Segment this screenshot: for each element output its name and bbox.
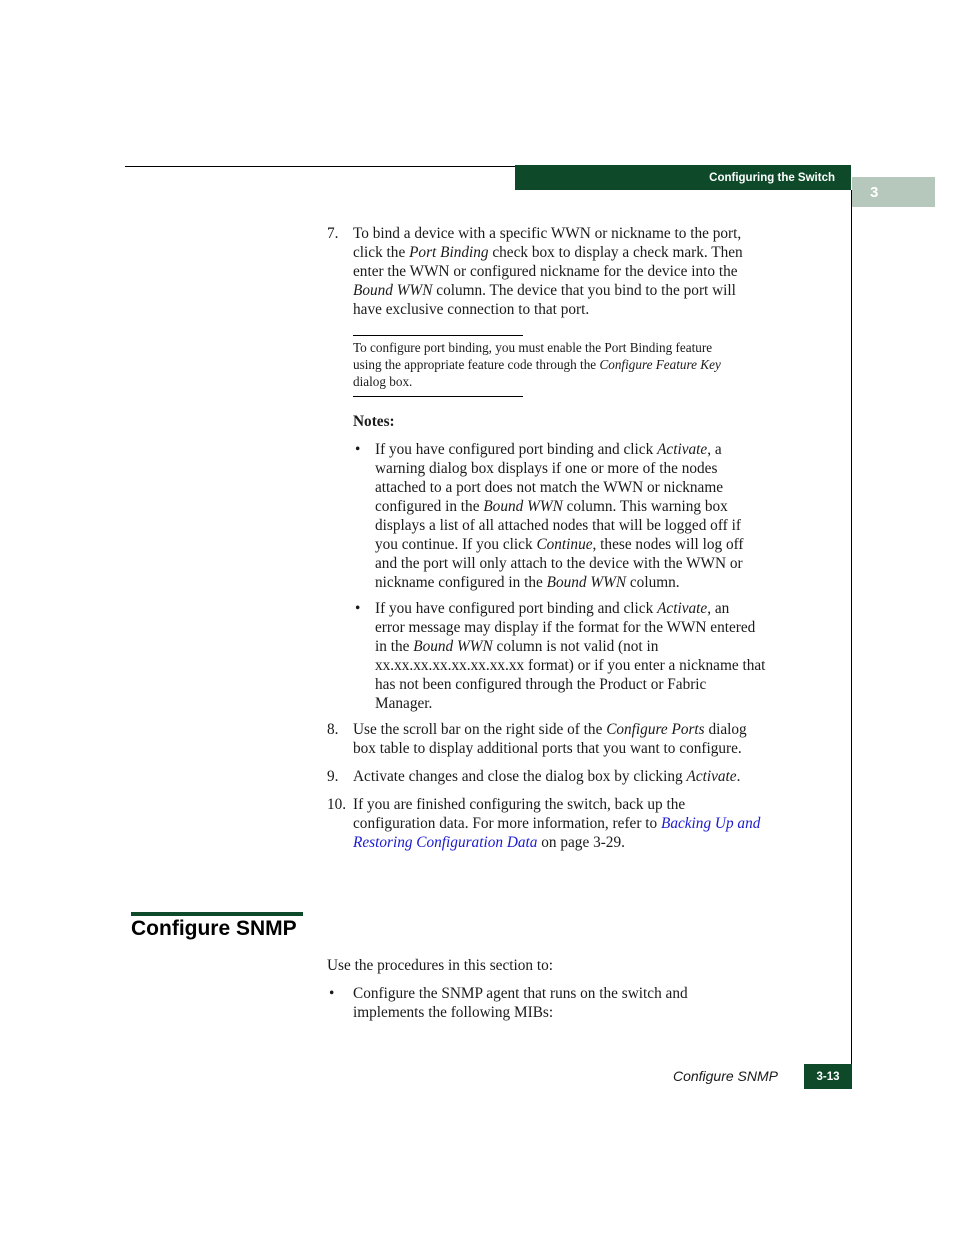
footer-page-box — [804, 1064, 852, 1089]
right-margin-rule — [851, 190, 852, 1065]
text-line: nickname configured in the Bound WWN column. — [375, 574, 680, 591]
cross-reference-link[interactable]: Backing Up and — [660, 815, 761, 832]
text-line: and the port will only attach to the device with the WWN or — [375, 555, 743, 572]
text-line: If you have configured port binding and click Activate, an — [375, 600, 730, 617]
running-header — [515, 165, 851, 190]
text-line: you continue. If you click Continue, these nodes will log off — [375, 536, 744, 553]
text-line: If you have configured port binding and click Activate, a — [375, 441, 722, 458]
text-line: configured in the Bound WWN column. This warning box — [375, 498, 728, 515]
text-line: have exclusive connection to that port. — [353, 301, 590, 318]
chapter-number: 3 — [870, 183, 879, 201]
section-bullet-1 — [353, 984, 813, 1022]
note-top-rule — [353, 335, 523, 336]
text-line: configuration data. For more information, refer to Backing Up and — [353, 815, 761, 832]
text-line: Restoring Configuration Data on page 3-29. — [353, 834, 625, 851]
text-line: Configure the SNMP agent that runs on the switch and — [353, 985, 688, 1002]
text-line: has not been configured through the Product or Fabric — [375, 676, 707, 693]
step-8-text — [353, 720, 813, 758]
step-8-number: 8. — [327, 721, 339, 738]
text-line: box table to display additional ports that you want to configure. — [353, 740, 742, 757]
step-10-number: 10. — [327, 796, 347, 813]
text-line: To bind a device with a specific WWN or nickname to the port, — [353, 225, 742, 242]
step-7-text — [353, 224, 813, 319]
text-line: displays a list of all attached nodes that will be logged off if — [375, 517, 741, 534]
section-intro: Use the procedures in this section to: — [327, 957, 554, 974]
footer-section-name: Configure SNMP — [672, 1068, 778, 1084]
text-line: attached to a port does not match the WWN or nickname — [375, 479, 724, 496]
text-line: If you are finished configuring the switch, back up the — [353, 796, 686, 813]
text-line: using the appropriate feature code through the Configure Feature Key — [353, 357, 721, 372]
note-bottom-rule — [353, 396, 523, 397]
text-line: dialog box. — [353, 374, 413, 389]
step-9-number: 9. — [327, 768, 339, 785]
text-line: warning dialog box displays if one or more of the nodes — [375, 460, 718, 477]
section-title-bar — [131, 912, 303, 916]
step-10-text — [353, 795, 813, 852]
notes-heading: Notes: — [353, 413, 395, 430]
bullet-marker: • — [355, 600, 361, 617]
running-header-title: Configuring the Switch — [709, 171, 835, 184]
text-line: in the Bound WWN column is not valid (not in — [375, 638, 659, 655]
text-line: implements the following MIBs: — [353, 1004, 554, 1021]
bullet-marker: • — [329, 985, 335, 1002]
cross-reference-link[interactable]: Restoring Configuration Data — [353, 834, 538, 851]
step-9-text — [353, 767, 813, 786]
notes-bullet-2 — [375, 599, 815, 713]
header-rule — [125, 166, 515, 167]
text-line: Manager. — [375, 695, 433, 712]
chapter-tab — [852, 177, 935, 207]
text-line: enter the WWN or configured nickname for the device into the — [353, 263, 738, 280]
notes-bullet-1 — [375, 440, 815, 592]
text-line: xx.xx.xx.xx.xx.xx.xx.xx format) or if you enter a nickname that — [375, 657, 766, 674]
text-line: Activate changes and close the dialog box by clicking Activate. — [353, 768, 741, 785]
step-7-number: 7. — [327, 225, 339, 242]
text-line: To configure port binding, you must enable the Port Binding feature — [353, 340, 713, 355]
page-number: 3-13 — [816, 1070, 840, 1083]
text-line: error message may display if the format for the WWN entered — [375, 619, 756, 636]
note-box-text — [353, 339, 793, 390]
text-line: click the Port Binding check box to display a check mark. Then — [353, 244, 743, 261]
bullet-marker: • — [355, 441, 361, 458]
text-line: Use the scroll bar on the right side of the Configure Ports dialog — [353, 721, 747, 738]
section-title: Configure SNMP — [131, 917, 297, 940]
text-line: Bound WWN column. The device that you bind to the port will — [353, 282, 736, 299]
